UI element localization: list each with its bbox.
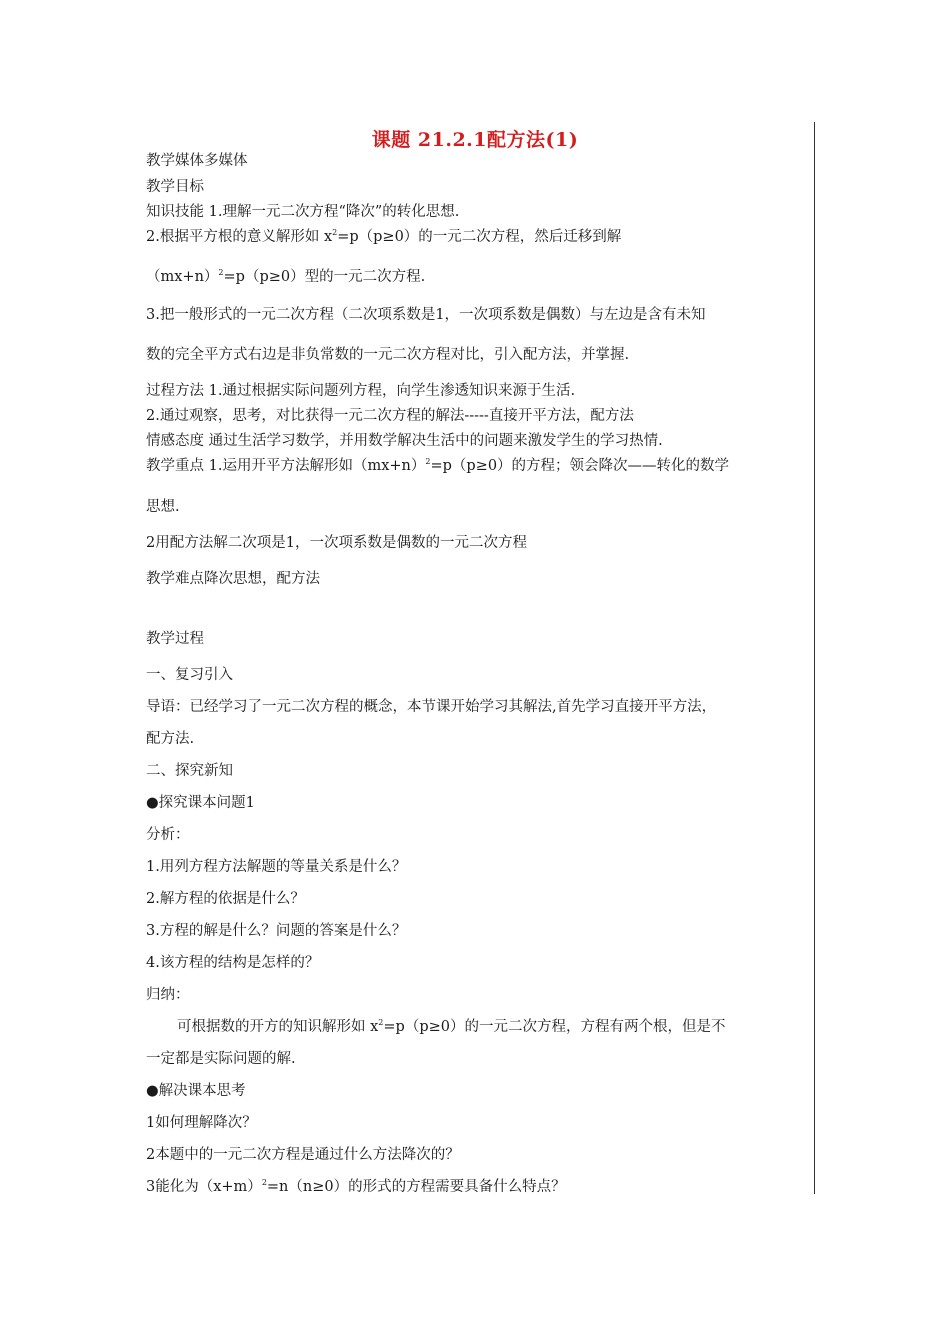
thinking-1: 1如何理解降次？	[146, 1115, 257, 1131]
introduction-text: 导语：已经学习了一元二次方程的概念，本节课开始学习其解法,首先学习直接开平方法，	[146, 699, 717, 715]
thinking-2: 2本题中的一元二次方程是通过什么方法降次的？	[146, 1147, 460, 1163]
question-2: 2.解方程的依据是什么？	[146, 891, 305, 907]
knowledge-skill-3: 3.把一般形式的一元二次方程（二次项系数是1，一次项系数是偶数）与左边是含有未知	[146, 307, 706, 323]
emotion-attitude: 情感态度 通过生活学习数学，并用数学解决生活中的问题来激发学生的学习热情.	[146, 433, 663, 449]
teaching-objectives-heading: 教学目标	[146, 179, 204, 195]
key-point-2: 2用配方法解二次项是1，一次项系数是偶数的一元二次方程	[146, 535, 527, 551]
teaching-media: 教学媒体多媒体	[146, 153, 248, 169]
process-method-1: 过程方法 1.通过根据实际问题列方程，向学生渗透知识来源于生活.	[146, 383, 576, 399]
margin-rule	[814, 122, 815, 1194]
lesson-title: 课题 21.2.1配方法(1)	[371, 129, 579, 151]
explore-problem-1: ●探究课本问题1	[146, 795, 255, 811]
section-explore: 二、探究新知	[146, 763, 233, 779]
question-4: 4.该方程的结构是怎样的？	[146, 955, 320, 971]
knowledge-skill-3-cont: 数的完全平方式右边是非负常数的一元二次方程对比，引入配方法，并掌握.	[146, 347, 630, 363]
summary-heading: 归纳：	[146, 987, 190, 1003]
question-3: 3.方程的解是什么？问题的答案是什么？	[146, 923, 407, 939]
key-point-1-cont: 思想.	[146, 499, 180, 515]
teaching-process-heading: 教学过程	[146, 631, 204, 647]
question-1: 1.用列方程方法解题的等量关系是什么？	[146, 859, 407, 875]
knowledge-skill-2: 2.根据平方根的意义解形如 $x^2=p(p\ge 0)$的一元二次方程，然后迁移到解	[146, 228, 622, 245]
thinking-3: 3能化为$(x+m)^2=n(n\ge 0)$的形式的方程需要具备什么特点？	[146, 1178, 566, 1195]
process-method-2: 2.通过观察，思考，对比获得一元二次方程的解法-----直接开平方法，配方法	[146, 408, 634, 424]
difficulty: 教学难点降次思想，配方法	[146, 571, 320, 587]
section-review: 一、复习引入	[146, 667, 233, 683]
summary-text-cont: 一定都是实际问题的解.	[146, 1051, 296, 1067]
summary-text: 可根据数的开方的知识解形如 $x^2=p(p\ge 0)$的一元二次方程，方程有两个根，但是不	[177, 1018, 726, 1035]
knowledge-skill-1: 知识技能 1.理解一元二次方程“降次”的转化思想.	[146, 204, 460, 220]
solve-thinking: ●解决课本思考	[146, 1083, 246, 1099]
knowledge-skill-2-cont: $(mx+n)^2=p(p\ge 0)$型的一元二次方程.	[146, 268, 426, 285]
analysis-heading: 分析：	[146, 827, 190, 843]
key-point-1: 教学重点 1.运用开平方法解形如$(mx+n)^2=p(p\ge 0)$的方程；领会降次——转化的数学	[146, 457, 730, 474]
introduction-text-cont: 配方法.	[146, 731, 195, 747]
